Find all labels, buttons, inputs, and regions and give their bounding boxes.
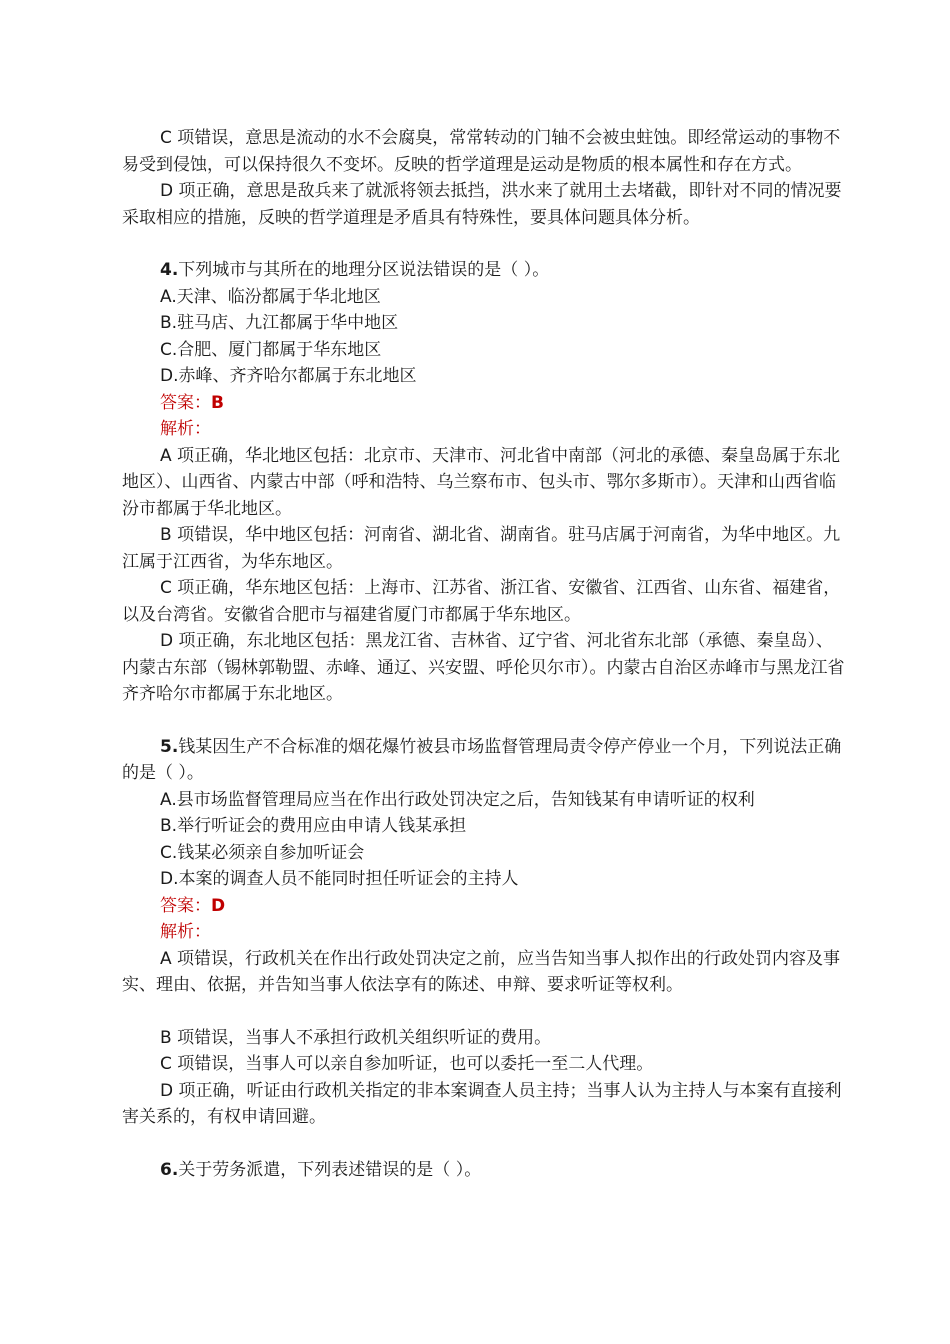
question-4-option-c: C.合肥、厦门都属于华东地区 xyxy=(160,339,382,360)
question-5-stem-line xyxy=(122,734,848,787)
question-5-analysis-label: 解析： xyxy=(160,922,211,942)
question-4-stem-line xyxy=(122,257,848,284)
question-5-answer-label: 答案： xyxy=(160,895,211,916)
question-5-stem: 钱某因生产不合标准的烟花爆竹被县市场监督管理局责令停产停业一个月，下列说法正确的是（ ）。 xyxy=(122,736,842,783)
question-4-number: 4. xyxy=(160,260,179,280)
question-5-analysis-b: B 项错误，当事人不承担行政机关组织听证的费用。 xyxy=(160,1027,552,1048)
question-5-analysis-a: A 项错误，行政机关在作出行政处罚决定之前，应当告知当事人拟作出的行政处罚内容及事实、理由、依据，并告知当事人依法享有的陈述、申辩、要求听证等权利。 xyxy=(122,948,841,995)
question-5-option-b: B.举行听证会的费用应由申请人钱某承担 xyxy=(160,816,467,836)
question-5-number: 5. xyxy=(160,736,179,757)
question-4-analysis-a: A 项正确，华北地区包括：北京市、天津市、河北省中南部（河北的承德、秦皇岛属于东北地区）、山西省、内蒙古中部（呼和浩特、乌兰察布市、包头市、鄂尔多斯市）。天津和山西省临汾市都属于华北地区。 xyxy=(122,445,841,519)
intro-c-paragraph: C 项错误，意思是流动的水不会腐臭，常常转动的门轴不会被虫蛀蚀。即经常运动的事物不易受到侵蚀，可以保持很久不变坏。反映的哲学道理是运动是物质的根本属性和存在方式。 xyxy=(122,128,841,175)
intro-d-paragraph: D 项正确，意思是敌兵来了就派将领去抵挡，洪水来了就用土去堵截，即针对不同的情况要采取相应的措施，反映的哲学道理是矛盾具有特殊性，要具体问题具体分析。 xyxy=(122,181,842,228)
question-6-stem-line xyxy=(122,1157,848,1184)
question-4-analysis-c: C 项正确，华东地区包括：上海市、江苏省、浙江省、安徽省、江西省、山东省、福建省，以及台湾省。安徽省合肥市与福建省厦门市都属于华东地区。 xyxy=(122,578,841,625)
question-5-analysis-d: D 项正确，听证由行政机关指定的非本案调查人员主持；当事人认为主持人与本案有直接利害关系的，有权申请回避。 xyxy=(122,1080,842,1127)
question-5 xyxy=(122,734,848,1131)
question-4-option-a: A.天津、临汾都属于华北地区 xyxy=(160,286,381,307)
question-6 xyxy=(122,1157,848,1184)
question-5-analysis-c: C 项错误，当事人可以亲自参加听证，也可以委托一至二人代理。 xyxy=(160,1054,654,1074)
question-5-option-c: C.钱某必须亲自参加听证会 xyxy=(160,842,365,863)
question-4-analysis-b: B 项错误，华中地区包括：河南省、湖北省、湖南省。驻马店属于河南省，为华中地区。九江属于江西省，为华东地区。 xyxy=(122,525,841,572)
question-5-option-a: A.县市场监督管理局应当在作出行政处罚决定之后，告知钱某有申请听证的权利 xyxy=(160,789,755,810)
question-4-stem: 下列城市与其所在的地理分区说法错误的是（ ）。 xyxy=(178,260,550,280)
question-6-number: 6. xyxy=(160,1159,179,1180)
question-4-answer-label: 答案： xyxy=(160,392,211,413)
question-4-analysis-label: 解析： xyxy=(160,419,211,439)
question-4-option-d: D.赤峰、齐齐哈尔都属于东北地区 xyxy=(160,366,417,386)
question-6-stem: 关于劳务派遣，下列表述错误的是（ ）。 xyxy=(178,1159,482,1180)
document-content xyxy=(122,125,848,1183)
question-4-answer xyxy=(122,390,848,417)
question-4-option-b: B.驻马店、九江都属于华中地区 xyxy=(160,313,399,333)
question-5-answer-letter: D xyxy=(211,895,226,916)
question-5-option-d: D.本案的调查人员不能同时担任听证会的主持人 xyxy=(160,869,519,889)
question-4-analysis-d: D 项正确，东北地区包括：黑龙江省、吉林省、辽宁省、河北省东北部（承德、秦皇岛）、内蒙古东部（锡林郭勒盟、赤峰、通辽、兴安盟、呼伦贝尔市）。内蒙古自治区赤峰市与黑龙江省齐齐哈尔市都属于东北地区。 xyxy=(122,631,845,704)
question-4-answer-letter: B xyxy=(211,392,224,413)
question-5-answer xyxy=(122,893,848,920)
question-4 xyxy=(122,257,848,708)
